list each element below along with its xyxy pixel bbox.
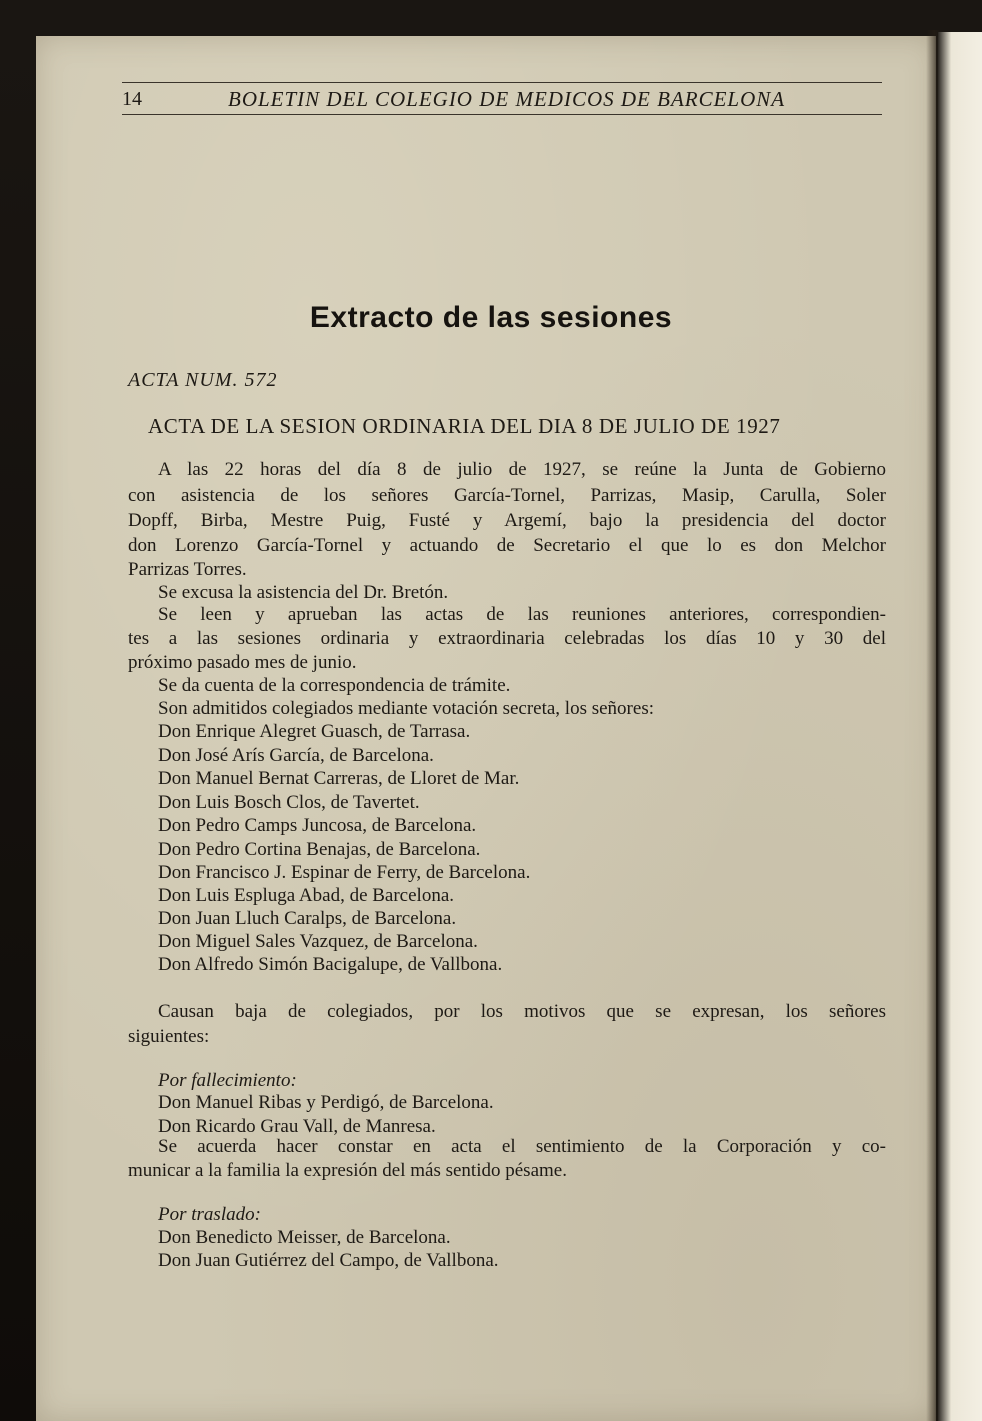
body-line: próximo pasado mes de junio. (128, 652, 357, 673)
body-line: con asistencia de los señores García-Tornel, Parrizas, Masip, Carulla, Soler (128, 485, 886, 506)
admitted-member: Don Enrique Alegret Guasch, de Tarrasa. (158, 721, 471, 742)
body-line: Se leen y aprueban las actas de las reuniones anteriores, correspondien- (158, 604, 886, 625)
body-line: tes a las sesiones ordinaria y extraordinaria celebradas los días 10 y 30 del (128, 628, 886, 649)
header-rule-top (122, 82, 882, 83)
admitted-member: Don Luis Espluga Abad, de Barcelona. (158, 885, 455, 906)
deceased-member: Don Manuel Ribas y Perdigó, de Barcelona. (158, 1092, 494, 1113)
transferred-member: Don Juan Gutiérrez del Campo, de Vallbona. (158, 1250, 499, 1271)
body-line: siguientes: (128, 1026, 210, 1047)
facing-page-edge (938, 32, 982, 1421)
body-line: Se excusa la asistencia del Dr. Bretón. (158, 582, 449, 603)
header-rule-bottom (122, 114, 882, 115)
admitted-member: Don Pedro Cortina Benajas, de Barcelona. (158, 839, 481, 860)
page-number: 14 (122, 88, 142, 110)
body-line: Son admitidos colegiados mediante votación secreta, los señores: (158, 698, 654, 719)
body-line: Se da cuenta de la correspondencia de trámite. (158, 675, 511, 696)
body-line: municar a la familia la expresión del más sentido pésame. (128, 1160, 567, 1181)
deceased-member: Don Ricardo Grau Vall, de Manresa. (158, 1116, 436, 1137)
admitted-member: Don Juan Lluch Caralps, de Barcelona. (158, 908, 457, 929)
body-line: don Lorenzo García-Tornel y actuando de Secretario el que lo es don Melchor (128, 535, 886, 556)
body-line: Dopff, Birba, Mestre Puig, Fusté y Argemí, bajo la presidencia del doctor (128, 510, 886, 531)
subheading-traslado: Por traslado: (158, 1204, 261, 1225)
admitted-member: Don Miguel Sales Vazquez, de Barcelona. (158, 931, 478, 952)
section-title: Extracto de las sesiones (309, 301, 673, 334)
admitted-member: Don Francisco J. Espinar de Ferry, de Barcelona. (158, 862, 531, 883)
subheading-fallecimiento: Por fallecimiento: (158, 1070, 297, 1091)
transferred-member: Don Benedicto Meisser, de Barcelona. (158, 1227, 451, 1248)
admitted-member: Don Pedro Camps Juncosa, de Barcelona. (158, 815, 477, 836)
admitted-member: Don Luis Bosch Clos, de Tavertet. (158, 792, 420, 813)
admitted-member: Don José Arís García, de Barcelona. (158, 745, 434, 766)
admitted-member: Don Alfredo Simón Bacigalupe, de Vallbona. (158, 954, 503, 975)
body-line: A las 22 horas del día 8 de julio de 1927, se reúne la Junta de Gobierno (158, 459, 886, 480)
body-line: Causan baja de colegiados, por los motivos que se expresan, los señores (158, 1001, 886, 1022)
running-head: BOLETIN DEL COLEGIO DE MEDICOS DE BARCELONA (228, 87, 786, 111)
acta-number: ACTA NUM. 572 (128, 369, 278, 391)
admitted-member: Don Manuel Bernat Carreras, de Lloret de Mar. (158, 768, 520, 789)
body-line: Parrizas Torres. (128, 559, 247, 580)
acta-heading: ACTA DE LA SESION ORDINARIA DEL DIA 8 DE JULIO DE 1927 (148, 414, 781, 438)
body-line: Se acuerda hacer constar en acta el sentimiento de la Corporación y co- (158, 1136, 886, 1157)
